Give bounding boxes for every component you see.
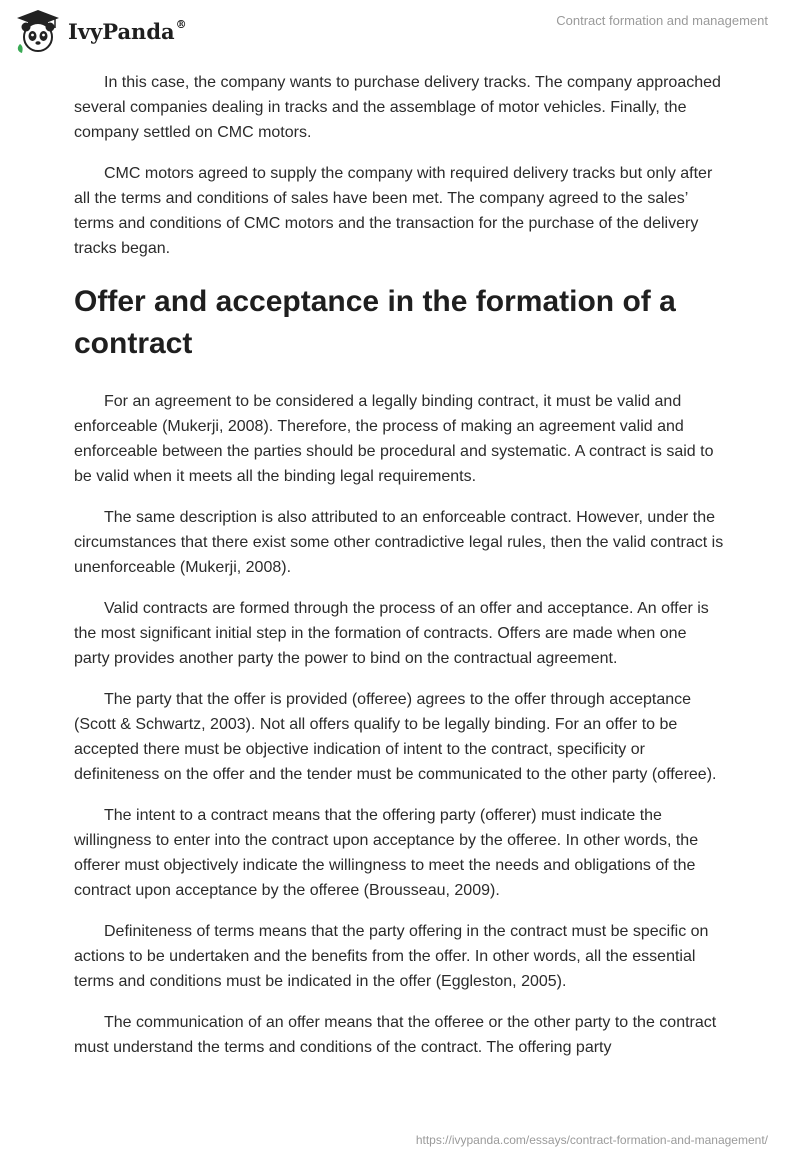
registered-mark: ®	[175, 17, 187, 31]
paragraph: The party that the offer is provided (offeree) agrees to the offer through acceptance (Scott & Schwartz, 2003). Not all offers qualify to be legally binding. For an offer to be accepted there must be objective indication of intent to the contract, specificity or definiteness on the offer and the tender must be communicated to the other party (offeree).	[74, 691, 717, 783]
paragraph: The same description is also attributed to an enforceable contract. However, under the circumstances that there exist some other contradictive legal rules, then the valid contract is unenforceable (Mukerji, 2008).	[74, 509, 724, 576]
paragraph: The communication of an offer means that the offeree or the other party to the contract must understand the terms and conditions of the contract. The offering party	[74, 1014, 717, 1056]
paragraph: Definiteness of terms means that the party offering in the contract must be specific on actions to be undertaken and the benefits from the offer. In other words, all the essential terms and conditions must be indicated in the offer (Eggleston, 2005).	[74, 923, 709, 990]
essay-content	[74, 70, 726, 1076]
section-heading: Offer and acceptance in the formation of a contract	[74, 285, 676, 360]
paragraph: For an agreement to be considered a legally binding contract, it must be valid and enforceable (Mukerji, 2008). Therefore, the process of making an agreement valid and enforceable between the parties should be procedural and systematic. A contract is said to be valid when it meets all the binding legal requirements.	[74, 393, 714, 485]
page-header	[0, 0, 800, 60]
paragraph: CMC motors agreed to supply the company with required delivery tracks but only after all the terms and conditions of sales have been met. The company agreed to the sales’ terms and conditions of CMC motors and the transaction for the purchase of the delivery tracks began.	[74, 165, 713, 257]
ivypanda-logo[interactable]	[14, 8, 187, 54]
source-url-link[interactable]: https://ivypanda.com/essays/contract-formation-and-management/	[415, 1133, 768, 1147]
paragraph: Valid contracts are formed through the process of an offer and acceptance. An offer is the most significant initial step in the formation of contracts. Offers are made when one party provides another party the power to bind on the contractual agreement.	[74, 600, 709, 667]
paragraph: In this case, the company wants to purchase delivery tracks. The company approached several companies dealing in tracks and the assemblage of motor vehicles. Finally, the company settled on CMC motors.	[74, 74, 721, 141]
brand-text: IvyPanda	[68, 18, 175, 44]
document-title: Contract formation and management	[556, 13, 768, 28]
paragraph: The intent to a contract means that the offering party (offerer) must indicate the willingness to enter into the contract upon acceptance by the offeree. In other words, the offerer must objectively indicate the willingness to meet the needs and obligations of the contract upon acceptance by the offeree (Brousseau, 2009).	[74, 807, 699, 899]
brand-name	[68, 19, 187, 44]
panda-graduate-icon	[14, 8, 62, 54]
